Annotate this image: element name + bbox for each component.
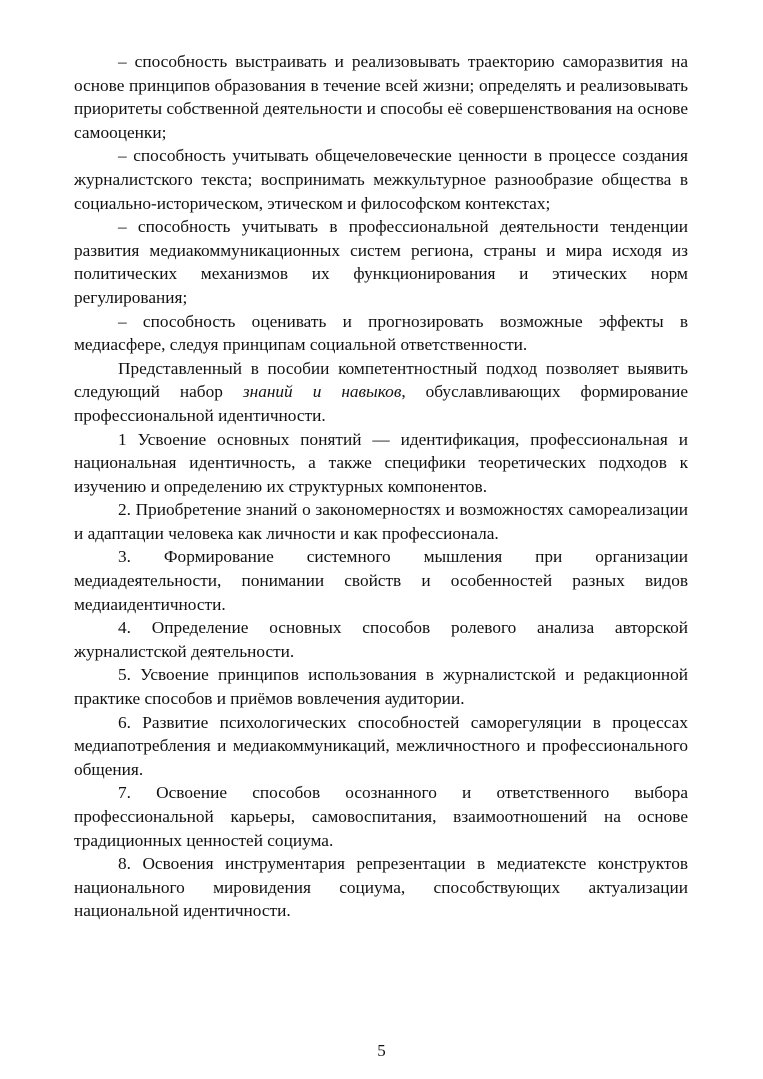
numbered-item: 2. Приобретение знаний о закономерностях и возможностях самореализации и адаптации человека как личности и как профессионала.	[74, 500, 688, 543]
numbered-item: 3. Формирование системного мышления при организации медиадеятельности, понимании свойств и особенностей разных видов медиаидентичности.	[74, 547, 688, 614]
page-body	[74, 50, 688, 923]
competency-item: – способность выстраивать и реализовывать траекторию саморазвития на основе принципов образования в течение всей жизни; определять и реализовывать приоритеты собственной деятельности и способы её совершенствования на основе самооценки;	[74, 52, 688, 142]
numbered-item: 4. Определение основных способов ролевого анализа авторской журналистской деятельности.	[74, 618, 688, 661]
competency-item: – способность оценивать и прогнозировать возможные эффекты в медиасфере, следуя принципам социальной ответственности.	[74, 311, 688, 355]
intro-emphasis: знаний и навыков	[242, 382, 402, 402]
numbered-item: 6. Развитие психологических способностей саморегуляции в процессах медиапотребления и медиакоммуникаций, межличностного и профессионального общения.	[74, 712, 688, 779]
numbered-item: 8. Освоения инструментария репрезентации в медиатексте конструктов национального мировидения социума, способствующих актуализации национальной идентичности.	[74, 854, 688, 921]
competency-item: – способность учитывать общечеловеческие ценности в процессе создания журналистского текста; воспринимать межкультурное разнообразие общества в социально-историческом, этическом и философском контекстах;	[74, 146, 688, 213]
numbered-item: 1 Усвоение основных понятий — идентификация, профессиональная и национальная идентичность, а также специфики теоретических подходов к изучению и определению их структурных компонентов.	[74, 429, 688, 496]
numbered-item: 7. Освоение способов осознанного и ответственного выбора профессиональной карьеры, самовоспитания, взаимоотношений на основе традиционных ценностей социума.	[74, 783, 688, 850]
intro-paragraph	[74, 357, 688, 428]
page-number: 5	[377, 1041, 386, 1060]
numbered-item: 5. Усвоение принципов использования в журналистской и редакционной практике способов и приёмов вовлечения аудитории.	[74, 665, 688, 709]
intro-text-start: Представленный в пособии компетентностный подход позволяет выявить следующий набор	[74, 358, 688, 402]
competency-item: – способность учитывать в профессиональной деятельности тенденции развития медиакоммуникационных систем региона, страны и мира исходя из политических механизмов их функционирования и этических норм регулирования;	[74, 217, 688, 307]
intro-text-end: , обуславливающих формирование профессиональной идентичности.	[74, 382, 688, 425]
